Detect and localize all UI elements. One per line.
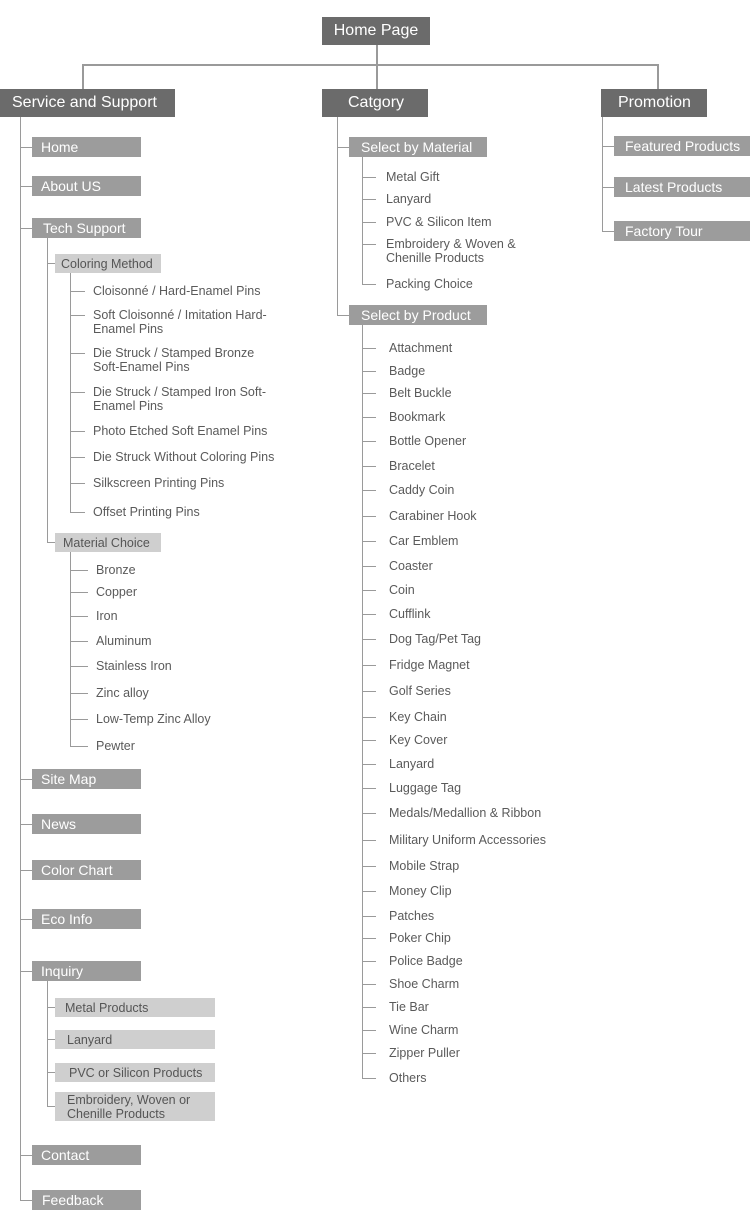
material-item[interactable]: Low-Temp Zinc Alloy (96, 712, 211, 726)
product-item[interactable]: Others (389, 1071, 427, 1085)
product-item[interactable]: Bottle Opener (389, 434, 467, 448)
product-item[interactable]: Badge (389, 364, 426, 378)
product-item[interactable]: Coaster (389, 559, 433, 573)
product-item[interactable]: Zipper Puller (389, 1046, 460, 1060)
coloring-item[interactable]: Offset Printing Pins (93, 505, 200, 519)
product-item[interactable]: Luggage Tag (389, 781, 462, 795)
product-item[interactable]: Bookmark (389, 410, 446, 424)
select-by-product-node[interactable]: Select by Product (349, 305, 487, 325)
material-item[interactable]: Pewter (96, 739, 135, 753)
coloring-item[interactable]: Cloisonné / Hard-Enamel Pins (93, 284, 261, 298)
product-item[interactable]: Lanyard (389, 757, 435, 771)
service-and-support-node[interactable]: Service and Support (0, 89, 175, 117)
nav-eco-info[interactable]: Eco Info (32, 909, 141, 929)
product-item[interactable]: Attachment (389, 341, 453, 355)
coloring-method-node[interactable]: Coloring Method (55, 254, 161, 273)
product-item[interactable]: Key Chain (389, 710, 447, 724)
product-item[interactable]: Caddy Coin (389, 483, 455, 497)
nav-color-chart[interactable]: Color Chart (32, 860, 141, 880)
product-item[interactable]: Car Emblem (389, 534, 459, 548)
product-item[interactable]: Cufflink (389, 607, 431, 621)
inquiry-pvc-silicon[interactable]: PVC or Silicon Products (55, 1063, 215, 1082)
material-item[interactable]: Stainless Iron (96, 659, 172, 673)
product-item[interactable]: Golf Series (389, 684, 451, 698)
material-category-item[interactable]: Lanyard (386, 192, 432, 206)
material-item[interactable]: Zinc alloy (96, 686, 149, 700)
product-item[interactable]: Military Uniform Accessories (389, 833, 546, 847)
product-item[interactable]: Money Clip (389, 884, 452, 898)
home-page-node[interactable]: Home Page (322, 17, 430, 45)
material-item[interactable]: Aluminum (96, 634, 152, 648)
nav-tech-support[interactable]: Tech Support (32, 218, 141, 238)
material-category-item[interactable]: Metal Gift (386, 170, 440, 184)
nav-contact[interactable]: Contact (32, 1145, 141, 1165)
category-node[interactable]: Catgory (322, 89, 428, 117)
nav-inquiry[interactable]: Inquiry (32, 961, 141, 981)
material-choice-node[interactable]: Material Choice (55, 533, 161, 552)
product-item[interactable]: Coin (389, 583, 415, 597)
nav-about-us[interactable]: About US (32, 176, 141, 196)
material-category-item[interactable]: PVC & Silicon Item (386, 215, 492, 229)
material-category-item[interactable]: Packing Choice (386, 277, 473, 291)
inquiry-lanyard[interactable]: Lanyard (55, 1030, 215, 1049)
nav-feedback[interactable]: Feedback (32, 1190, 141, 1210)
nav-news[interactable]: News (32, 814, 141, 834)
coloring-item[interactable]: Soft Cloisonné / Imitation Hard-Enamel Pins (93, 308, 267, 336)
latest-products-node[interactable]: Latest Products (614, 177, 750, 197)
nav-site-map[interactable]: Site Map (32, 769, 141, 789)
material-item[interactable]: Bronze (96, 563, 136, 577)
promotion-node[interactable]: Promotion (601, 89, 707, 117)
product-item[interactable]: Bracelet (389, 459, 435, 473)
product-item[interactable]: Police Badge (389, 954, 463, 968)
product-item[interactable]: Fridge Magnet (389, 658, 470, 672)
product-item[interactable]: Shoe Charm (389, 977, 460, 991)
coloring-item[interactable]: Silkscreen Printing Pins (93, 476, 225, 490)
factory-tour-node[interactable]: Factory Tour (614, 221, 750, 241)
product-item[interactable]: Belt Buckle (389, 386, 452, 400)
material-category-item[interactable]: Embroidery & Woven & Chenille Products (386, 237, 516, 265)
product-item[interactable]: Medals/Medallion & Ribbon (389, 806, 542, 820)
product-item[interactable]: Wine Charm (389, 1023, 459, 1037)
coloring-item[interactable]: Die Struck / Stamped Bronze Soft-Enamel Pins (93, 346, 255, 374)
product-item[interactable]: Dog Tag/Pet Tag (389, 632, 481, 646)
coloring-item[interactable]: Die Struck Without Coloring Pins (93, 450, 275, 464)
product-item[interactable]: Poker Chip (389, 931, 451, 945)
coloring-item[interactable]: Photo Etched Soft Enamel Pins (93, 424, 268, 438)
product-item[interactable]: Key Cover (389, 733, 448, 747)
material-item[interactable]: Copper (96, 585, 137, 599)
product-item[interactable]: Patches (389, 909, 435, 923)
nav-home[interactable]: Home (32, 137, 141, 157)
featured-products-node[interactable]: Featured Products (614, 136, 750, 156)
inquiry-metal-products[interactable]: Metal Products (55, 998, 215, 1017)
material-item[interactable]: Iron (96, 609, 118, 623)
product-item[interactable]: Mobile Strap (389, 859, 460, 873)
product-item[interactable]: Carabiner Hook (389, 509, 477, 523)
select-by-material-node[interactable]: Select by Material (349, 137, 487, 157)
inquiry-embroidery[interactable]: Embroidery, Woven or Chenille Products (55, 1092, 215, 1121)
coloring-item[interactable]: Die Struck / Stamped Iron Soft-Enamel Pins (93, 385, 266, 413)
product-item[interactable]: Tie Bar (389, 1000, 429, 1014)
